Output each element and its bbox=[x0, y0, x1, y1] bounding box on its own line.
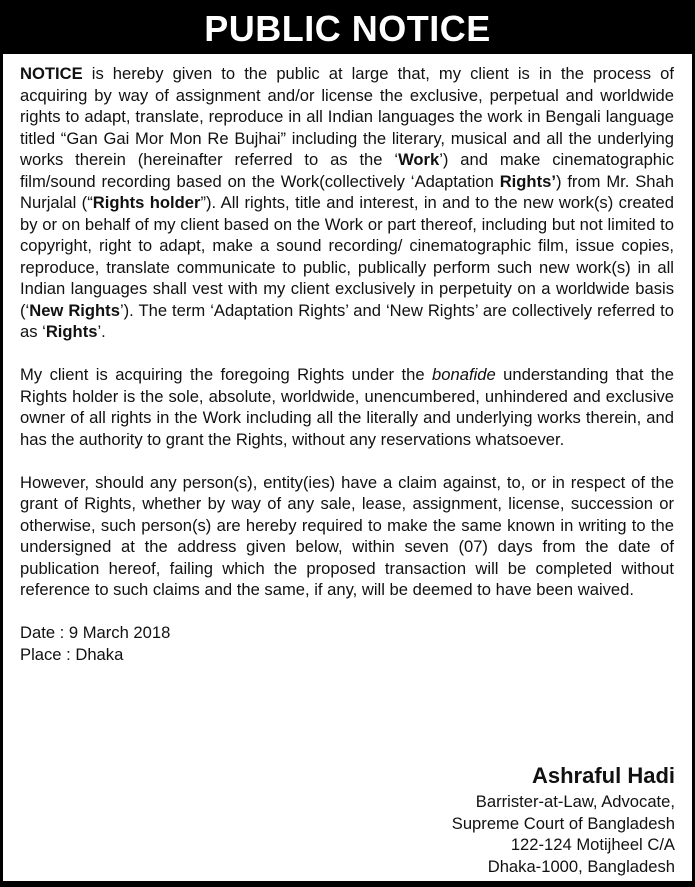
notice-body bbox=[3, 54, 692, 665]
term-rights: Rights bbox=[45, 322, 98, 341]
notice-paragraph-3: However, should any person(s), entity(ies) have a claim against, to, or in respect of the grant of Rights, whether by way of any sale, lease, assignment, license, succession or otherwise, such person(s) are hereby required to make the same known in writing to the undersigned at the address given below, within seven (07) days from the date of publication hereof, failing which the proposed transaction will be completed without reference to such claims and the same, if any, will be deemed to have been waived. bbox=[20, 472, 674, 599]
notice-title: PUBLIC NOTICE bbox=[3, 3, 692, 54]
paragraph-1-text-d: ”). All rights, title and interest, in and to the new work(s) created by or on behalf of my client based on the Work or part thereof, including but not limited to copyright, right to adapt, make a sound recording/ cinematographic film, issue copies, reproduce, translate communicate to public, publically perform such new work(s) in all Indian languages shall vest with my client exclusively in perpetuity on a worldwide basis (‘ bbox=[20, 193, 674, 320]
bottom-border bbox=[3, 881, 692, 884]
term-new-rights: New Rights bbox=[29, 300, 120, 320]
paragraph-2-text-a: My client is acquiring the foregoing Rights under the bbox=[20, 365, 433, 384]
paragraph-1-text-a: is hereby given to the public at large that, my client is in the process of acquiring by way of assignment and/or license the exclusive, perpetual and worldwide rights to adapt, translate, reproduce in all Indian languages the work in Bengali language titled “Gan Gai Mor Mon Re Bujhai” including the literary, musical and all the underlying works therein (hereinafter referred to as the ‘ bbox=[20, 64, 674, 169]
paragraph-1-text-b: ’) and make cinematographic film/sound recording based on the Work(collectively ‘Adaptation bbox=[20, 150, 675, 191]
signatory-court: Supreme Court of Bangladesh bbox=[451, 813, 675, 833]
notice-place: Place : Dhaka bbox=[20, 644, 124, 664]
term-rights-adaptation: Rights’ bbox=[499, 171, 556, 191]
notice-paragraph-1 bbox=[20, 63, 674, 343]
paragraph-1-text-c: ) from Mr. Shah Nurjalal (“ bbox=[20, 171, 674, 212]
signatory-title: Barrister-at-Law, Advocate, bbox=[475, 792, 675, 811]
signatory-address-line-1: 122-124 Motijheel C/A bbox=[510, 835, 675, 854]
signature-block bbox=[452, 763, 675, 877]
signatory-name: Ashraful Hadi bbox=[531, 763, 675, 788]
paragraph-2-text-b: understanding that the Rights holder is the sole, absolute, worldwide, unencumbered, unhindered and exclusive owner of all rights in the Work including all the literally and underlying works therein, and has the authority to grant the Rights, without any reservations whatsoever. bbox=[20, 365, 674, 449]
term-work: Work bbox=[398, 150, 440, 169]
signatory-address-line-2: Dhaka-1000, Bangladesh bbox=[487, 856, 675, 876]
notice-lead-word: NOTICE bbox=[20, 64, 83, 83]
term-bonafide: bonafide bbox=[432, 365, 496, 384]
notice-date: Date : 9 March 2018 bbox=[20, 623, 171, 642]
term-rights-holder: Rights holder bbox=[92, 193, 201, 212]
paragraph-1-text-f: ’. bbox=[97, 322, 106, 341]
notice-meta bbox=[20, 622, 674, 665]
paragraph-1-text-e: ’). The term ‘Adaptation Rights’ and ‘New Rights’ are collectively referred to as ‘ bbox=[20, 300, 675, 341]
notice-paragraph-2 bbox=[20, 364, 674, 450]
